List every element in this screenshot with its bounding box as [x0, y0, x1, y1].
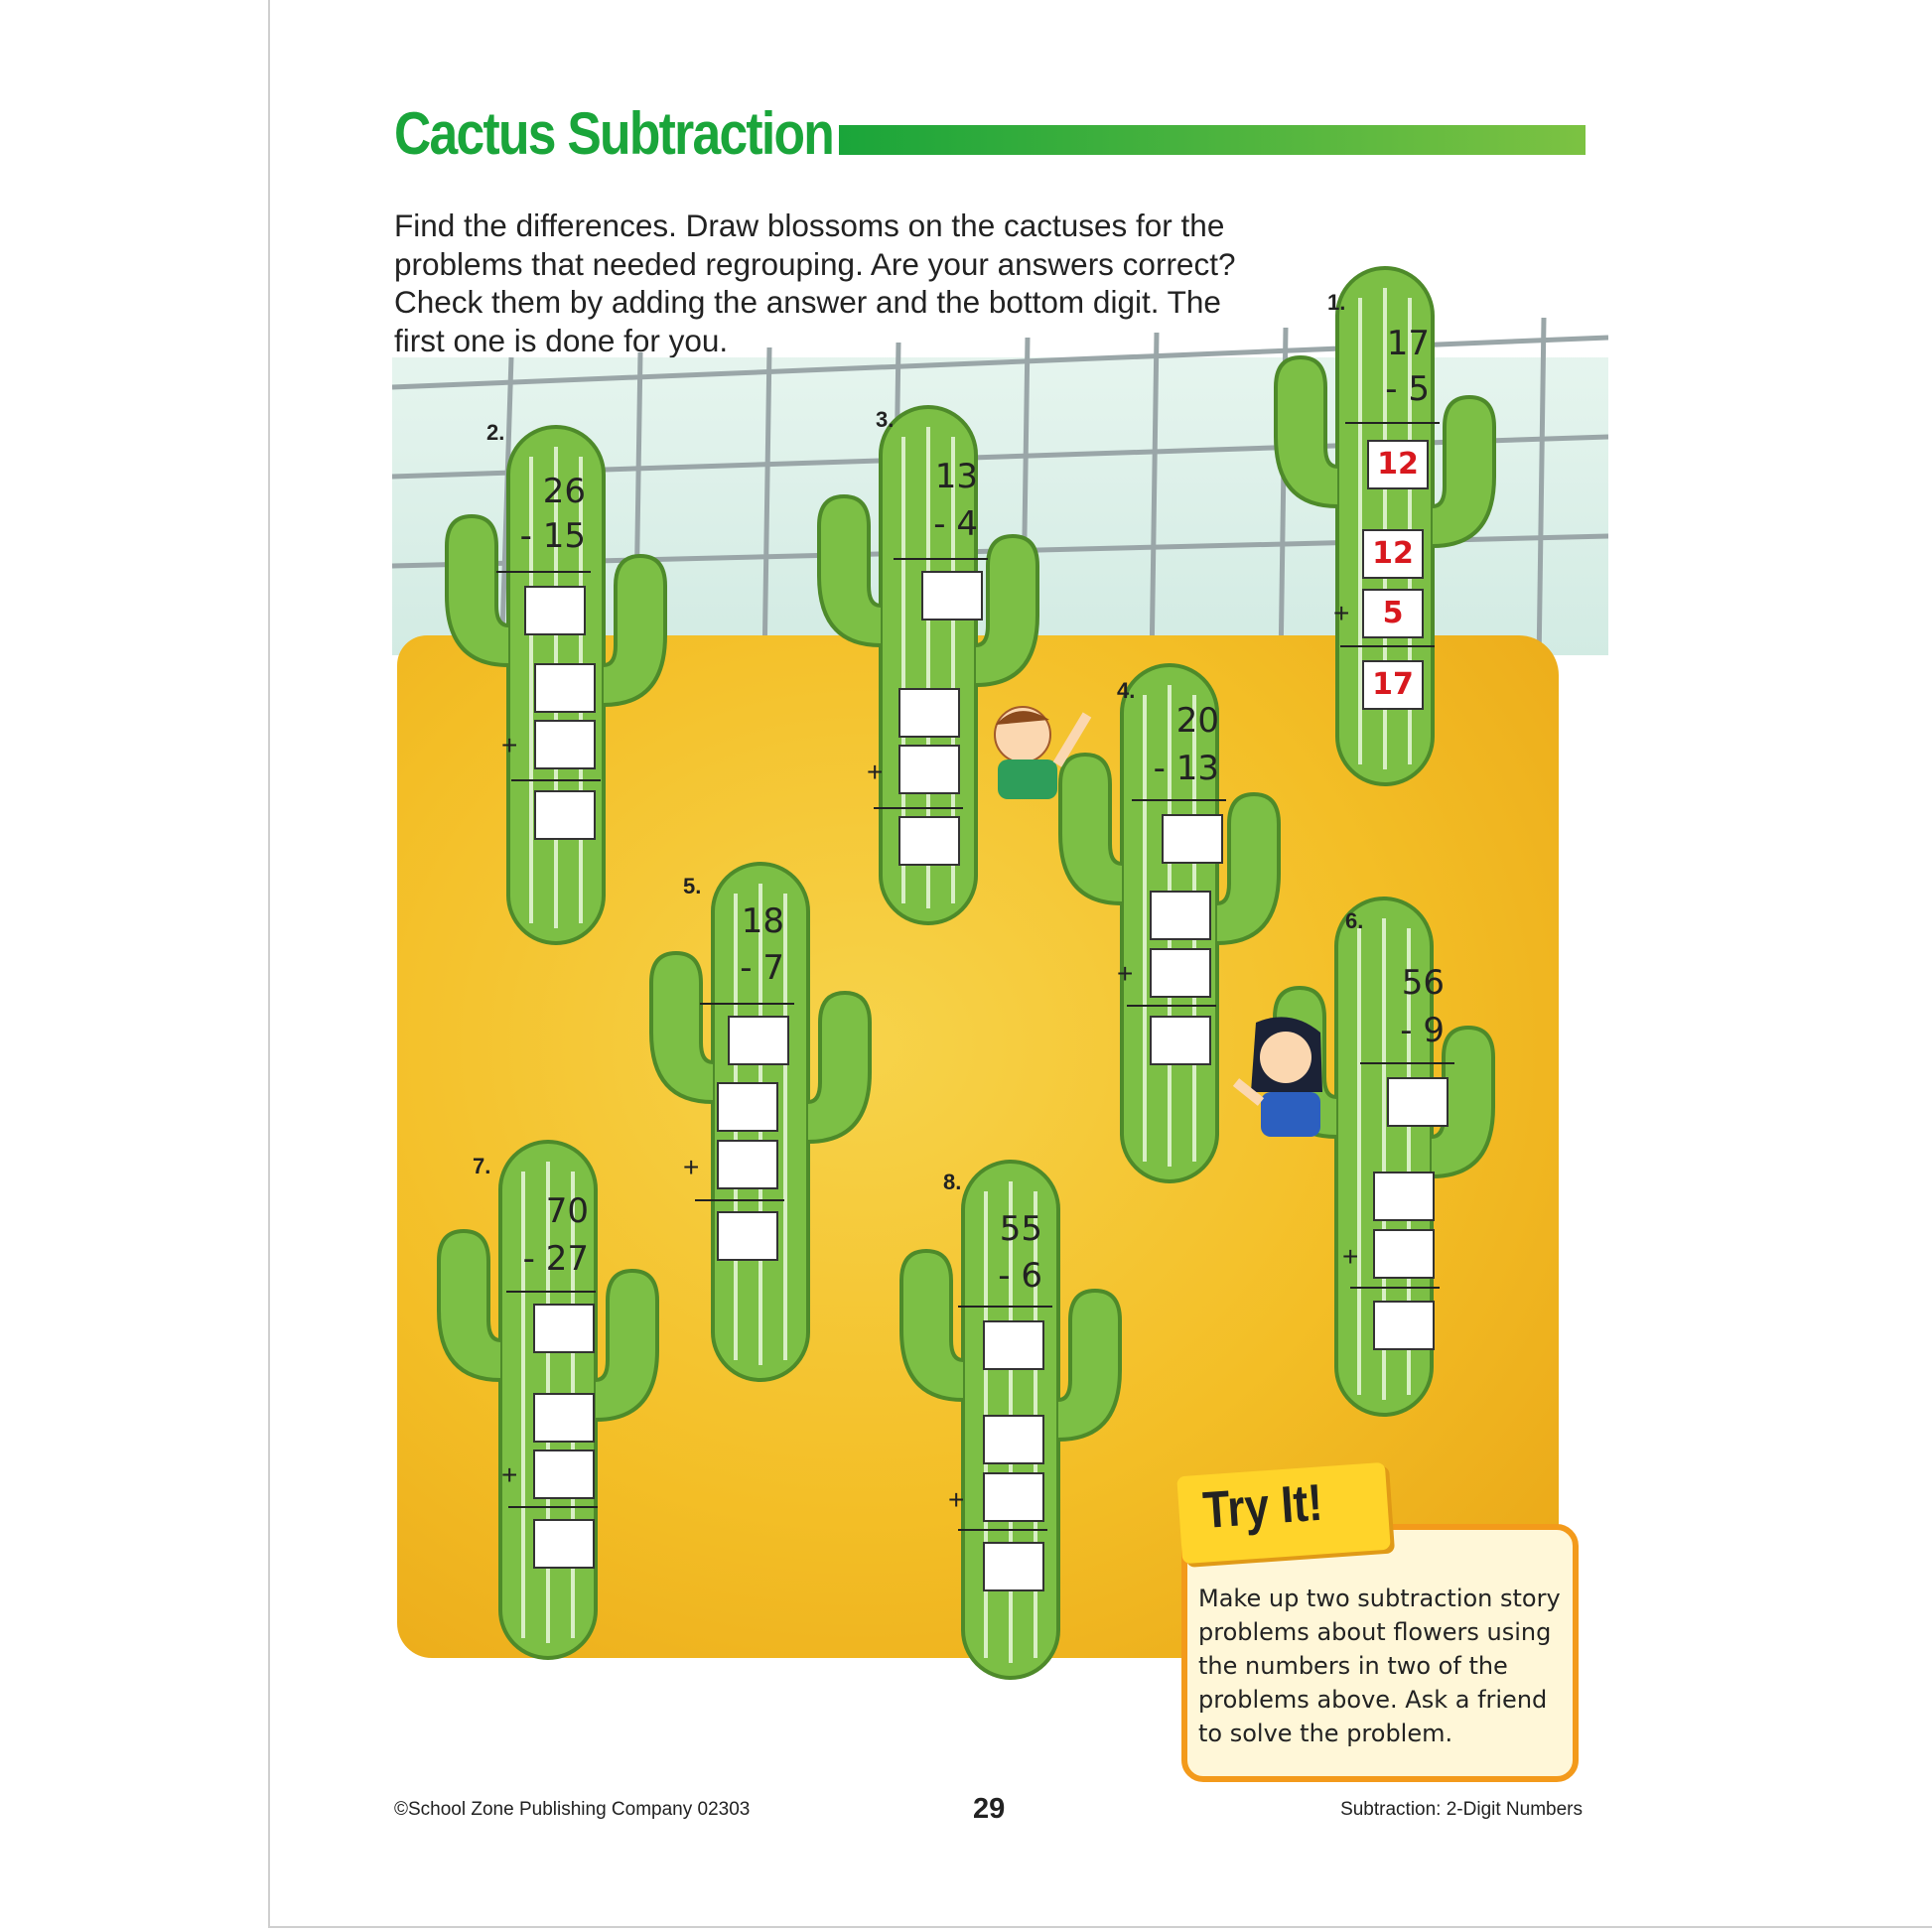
problem-4-answer-box[interactable] [1162, 814, 1223, 864]
problem-2-check-box-a[interactable] [534, 663, 596, 713]
problem-3-answer-box[interactable] [921, 571, 983, 621]
problem-3-number: 3. [876, 407, 895, 432]
problem-1-check-box-b[interactable]: 5 [1362, 589, 1424, 638]
try-it-text: Make up two subtraction story problems about flowers using the numbers in two of the problems above. Ask a friend to solve the problem. [1198, 1585, 1561, 1747]
problem-1-number: 1. [1327, 290, 1346, 315]
problem-8-plus: + [948, 1484, 965, 1515]
problem-2-number: 2. [486, 420, 505, 445]
boy-illustration [978, 695, 1097, 804]
problem-2-line [496, 571, 591, 573]
problem-5-check-line [695, 1199, 784, 1201]
problem-2-check-box-b[interactable] [534, 720, 596, 769]
problem-3-check-box-b[interactable] [898, 745, 960, 794]
problem-8-check-line [958, 1529, 1047, 1531]
problem-8-answer-box[interactable] [983, 1320, 1044, 1370]
problem-8-check-box-a[interactable] [983, 1415, 1044, 1464]
problem-2-plus: + [501, 730, 518, 760]
problem-6-number: 6. [1345, 908, 1364, 933]
problem-1-plus: + [1333, 598, 1350, 628]
problem-7-number: 7. [473, 1154, 491, 1178]
problem-6-top: 56 [1401, 963, 1445, 1003]
problem-5-bottom: - 7 [740, 948, 784, 988]
problem-6-plus: + [1342, 1241, 1359, 1272]
problem-8-number: 8. [943, 1170, 962, 1194]
problem-2-top: 26 [542, 472, 586, 511]
problem-6-check-line [1350, 1287, 1440, 1289]
problem-7-answer-box[interactable] [533, 1304, 595, 1353]
problem-6-answer-box[interactable] [1387, 1077, 1449, 1127]
page-title: Cactus Subtraction [394, 100, 834, 167]
problem-8-check-sum-box[interactable] [983, 1542, 1044, 1591]
problem-2-check-sum-box[interactable] [534, 790, 596, 840]
problem-2-answer-box[interactable] [524, 586, 586, 635]
problem-3-top: 13 [934, 457, 978, 496]
problem-7-check-sum-box[interactable] [533, 1519, 595, 1569]
problem-8-bottom: - 6 [998, 1256, 1042, 1296]
problem-7-top: 70 [545, 1191, 589, 1231]
problem-1-bottom: - 5 [1385, 369, 1430, 409]
footer-topic: Subtraction: 2-Digit Numbers [1340, 1799, 1583, 1820]
problem-4-number: 4. [1117, 678, 1136, 703]
problem-6-line [1360, 1062, 1454, 1064]
problem-8-check-box-b[interactable] [983, 1472, 1044, 1522]
problem-5-check-box-a[interactable] [717, 1082, 778, 1132]
problem-1-line [1345, 422, 1440, 424]
problem-2-check-line [511, 779, 601, 781]
problem-3-bottom: - 4 [933, 504, 978, 544]
problem-6-check-box-b[interactable] [1373, 1229, 1435, 1279]
problem-3-check-box-a[interactable] [898, 688, 960, 738]
try-it-label: Try It! [1200, 1473, 1325, 1540]
problem-7-bottom: - 27 [522, 1239, 589, 1279]
problem-4-check-box-a[interactable] [1150, 891, 1211, 940]
problem-5-plus: + [683, 1152, 700, 1182]
problem-4-check-box-b[interactable] [1150, 948, 1211, 998]
problem-4-plus: + [1117, 958, 1134, 989]
problem-5-top: 18 [741, 901, 784, 941]
girl-illustration [1231, 1013, 1340, 1142]
problem-7-plus: + [501, 1459, 518, 1490]
problem-2-bottom: - 15 [519, 516, 586, 556]
problem-3-line [894, 558, 988, 560]
problem-3-check-sum-box[interactable] [898, 816, 960, 866]
problem-1-answer-box[interactable]: 12 [1367, 440, 1429, 489]
problem-3-check-line [874, 807, 963, 809]
problem-4-line [1132, 799, 1226, 801]
problem-5-answer-box[interactable] [728, 1016, 789, 1065]
problem-1-check-line [1340, 645, 1435, 647]
problem-6-bottom: - 9 [1400, 1011, 1445, 1050]
problem-1-check-sum-box[interactable]: 17 [1362, 660, 1424, 710]
problem-5-number: 5. [683, 874, 702, 898]
problem-4-bottom: - 13 [1153, 749, 1219, 788]
problem-7-check-box-b[interactable] [533, 1449, 595, 1499]
problem-6-check-box-a[interactable] [1373, 1172, 1435, 1221]
problem-4-top: 20 [1175, 701, 1219, 741]
problem-7-check-line [508, 1506, 598, 1508]
problem-6-check-sum-box[interactable] [1373, 1301, 1435, 1350]
problem-5-check-sum-box[interactable] [717, 1211, 778, 1261]
problem-7-check-box-a[interactable] [533, 1393, 595, 1443]
problem-8-line [958, 1306, 1052, 1308]
instructions-text: Find the differences. Draw blossoms on the cactuses for the problems that needed regrouping. Are your answers correct? Check them by adding the answer and the bottom digit. The first one is done for you. [394, 207, 1236, 358]
problem-5-line [700, 1003, 794, 1005]
problem-8-top: 55 [999, 1209, 1042, 1249]
problem-3-plus: + [867, 757, 884, 787]
problem-1-top: 17 [1386, 324, 1430, 363]
footer-copyright: ©School Zone Publishing Company 02303 [394, 1799, 751, 1820]
problem-5-check-box-b[interactable] [717, 1140, 778, 1189]
page-number: 29 [973, 1793, 1006, 1825]
problem-4-check-line [1127, 1005, 1216, 1007]
problem-4-check-sum-box[interactable] [1150, 1016, 1211, 1065]
problem-7-line [506, 1291, 596, 1293]
problem-1-check-box-a[interactable]: 12 [1362, 529, 1424, 579]
